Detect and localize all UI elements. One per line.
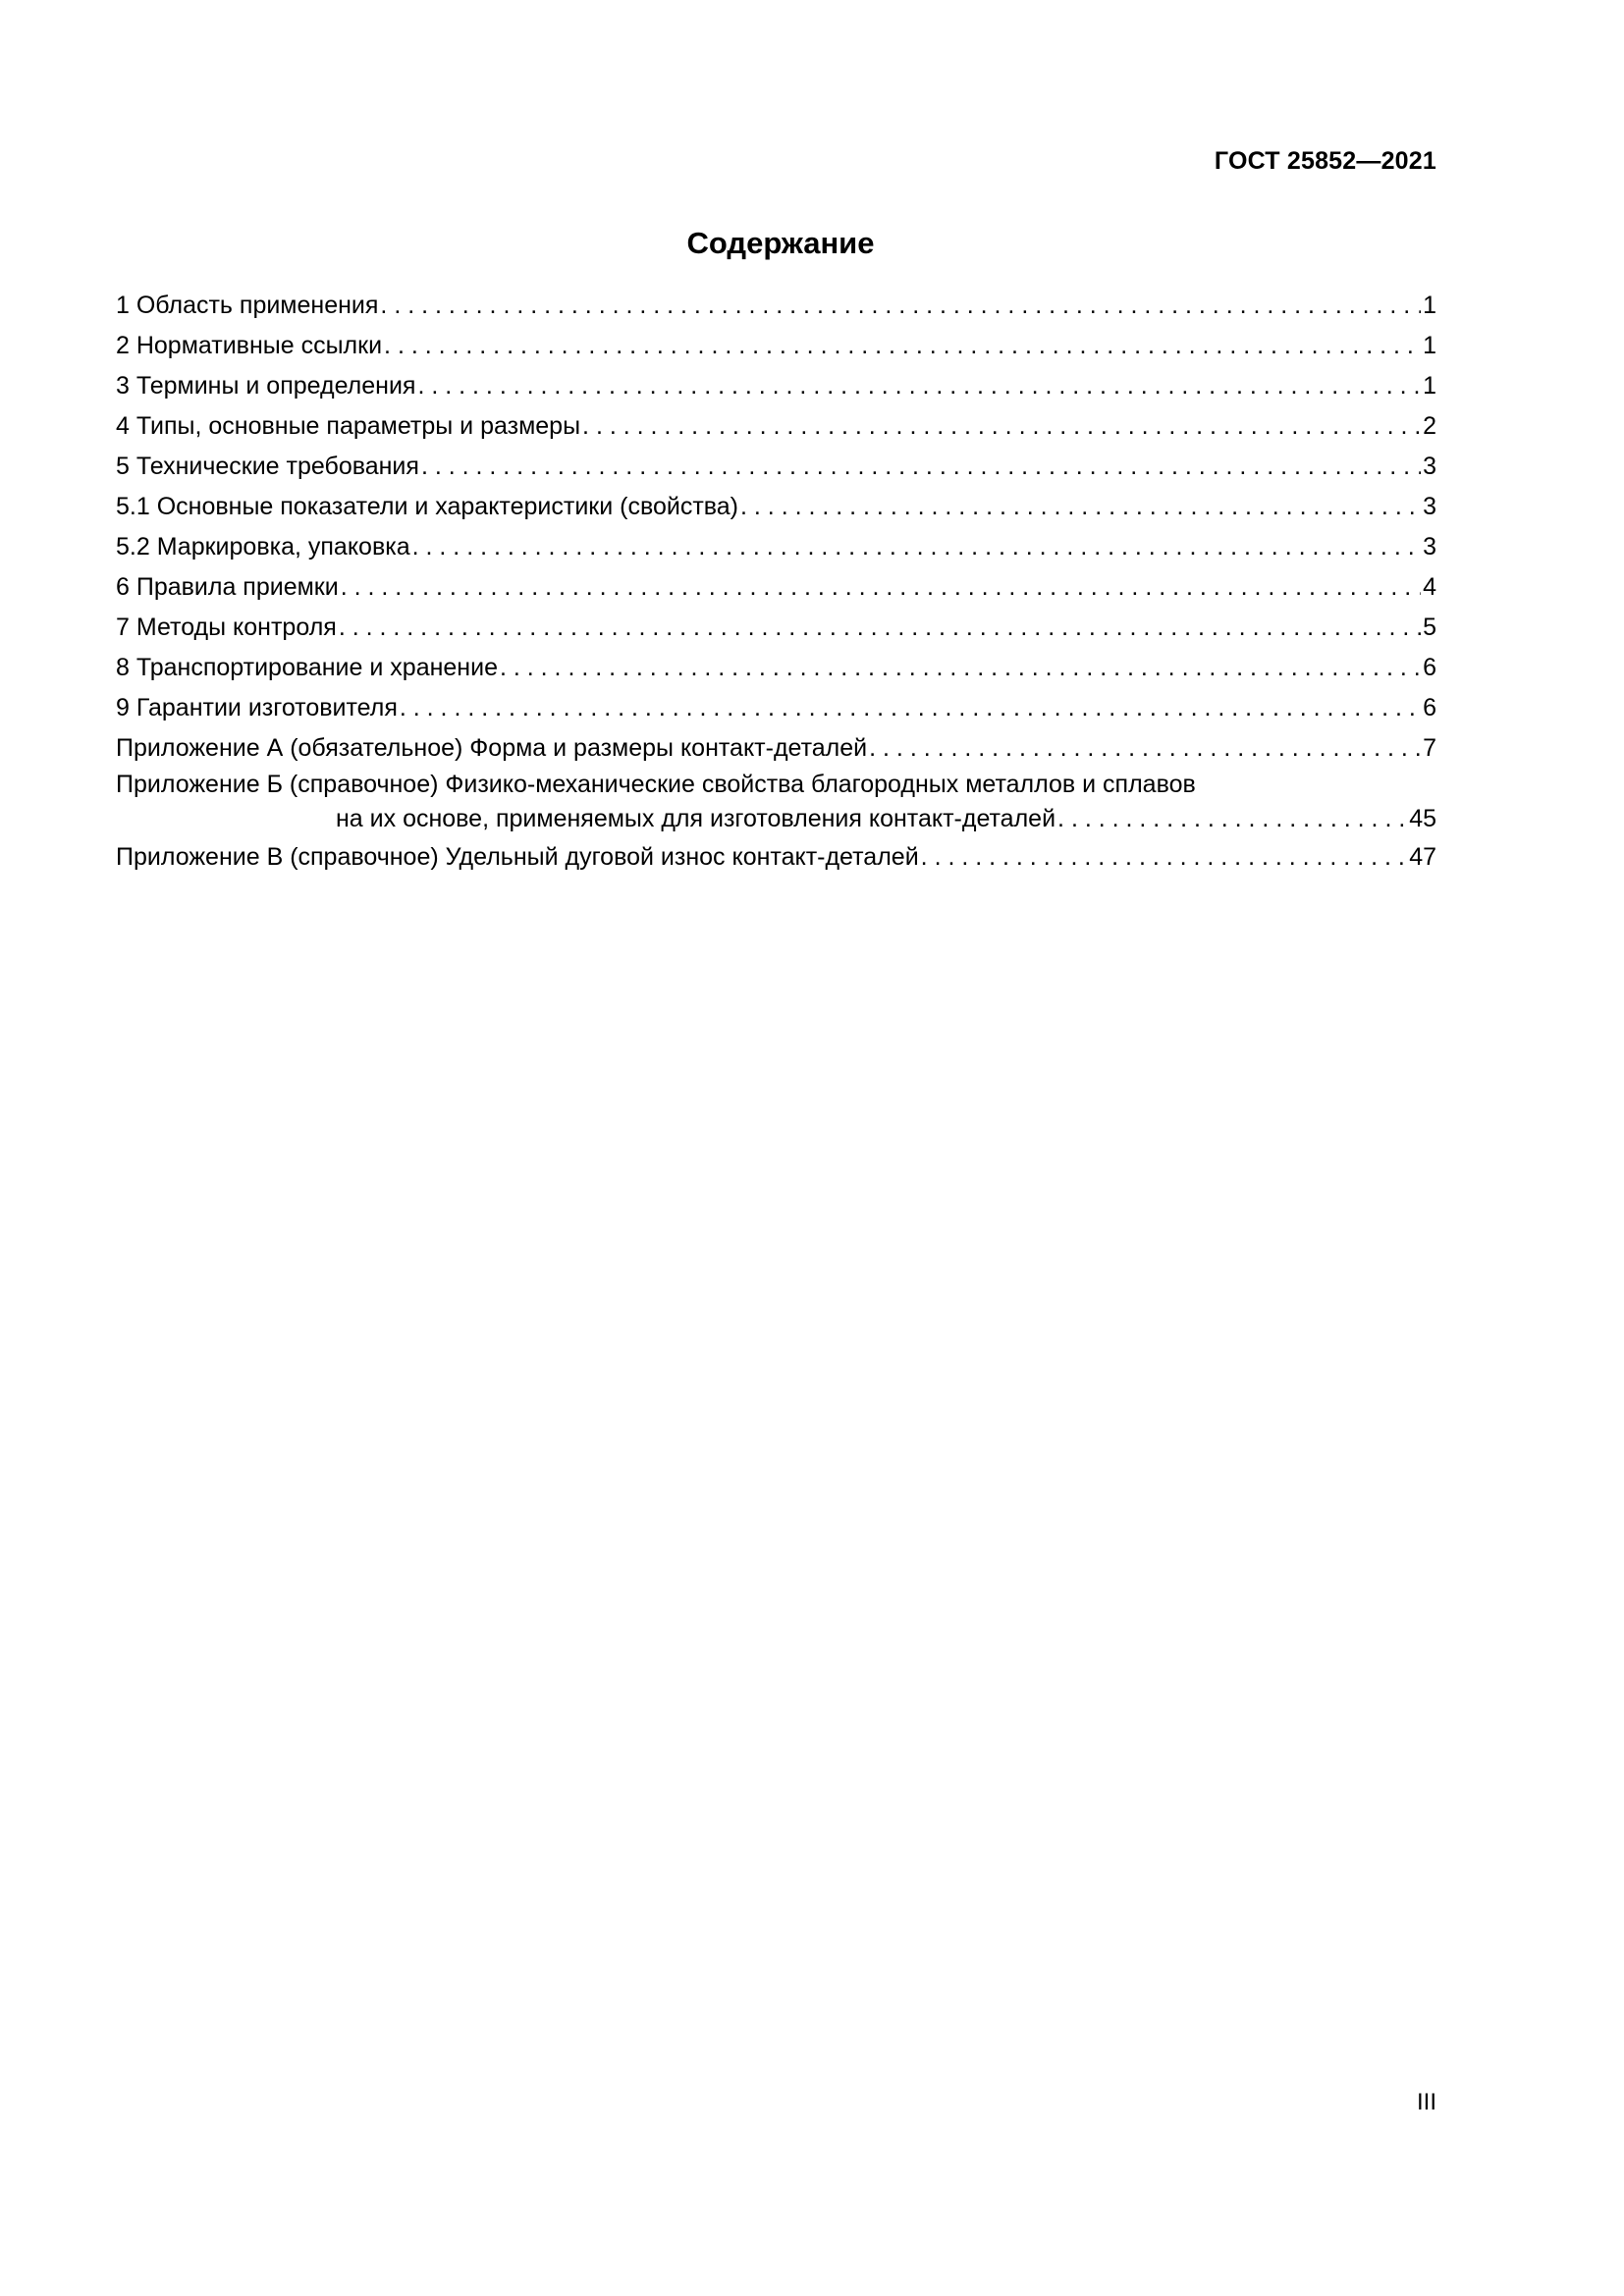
toc-entry-appendix-v[interactable] xyxy=(116,837,1436,878)
toc-entry-page: 1 xyxy=(1423,332,1436,359)
toc-title: Содержание xyxy=(686,226,875,260)
toc-dot-leader xyxy=(921,837,1408,878)
toc-entry[interactable] xyxy=(116,326,1436,366)
toc-dot-leader xyxy=(417,366,1421,406)
toc-dot-leader xyxy=(339,608,1421,648)
toc-entry-title-line2: на их основе, применяемых для изготовления контакт-деталей xyxy=(336,805,1056,832)
toc-entry-title: 1 Область применения xyxy=(116,292,379,319)
toc-entry-page: 5 xyxy=(1423,614,1436,641)
toc-entry-title: 5.2 Маркировка, упаковка xyxy=(116,533,410,561)
toc-entry-title: 8 Транспортирование и хранение xyxy=(116,654,498,681)
toc-entry-page: 3 xyxy=(1423,453,1436,480)
toc-entry-page: 1 xyxy=(1423,292,1436,319)
toc-entry-appendix-b[interactable] xyxy=(116,769,1436,837)
toc-entry-page: 2 xyxy=(1423,412,1436,440)
toc-entry[interactable] xyxy=(116,487,1436,527)
toc-dot-leader xyxy=(341,567,1421,608)
toc-entry-title: 4 Типы, основные параметры и размеры xyxy=(116,412,581,440)
document-code: ГОСТ 25852—2021 xyxy=(1214,147,1436,175)
toc-entry-title: 6 Правила приемки xyxy=(116,573,339,601)
toc-dot-leader xyxy=(384,326,1421,366)
toc-entry-title: 7 Методы контроля xyxy=(116,614,337,641)
toc-entry[interactable] xyxy=(116,366,1436,406)
toc-entry-page: 7 xyxy=(1423,734,1436,762)
toc-dot-leader xyxy=(380,286,1421,326)
toc-entry[interactable] xyxy=(116,648,1436,688)
toc-entry[interactable] xyxy=(116,608,1436,648)
toc-entry-title: Приложение В (справочное) Удельный дуговой износ контакт-деталей xyxy=(116,843,919,871)
toc-entry[interactable] xyxy=(116,728,1436,769)
toc-entry-page: 47 xyxy=(1409,843,1436,871)
toc-dot-leader xyxy=(869,728,1421,769)
toc-dot-leader xyxy=(400,688,1421,728)
toc-entry-title: 5 Технические требования xyxy=(116,453,419,480)
toc-entry[interactable] xyxy=(116,527,1436,567)
toc-dot-leader xyxy=(421,447,1421,487)
toc-entry-page: 45 xyxy=(1409,805,1436,832)
toc-entry-page: 6 xyxy=(1423,654,1436,681)
toc-entry-page: 1 xyxy=(1423,372,1436,400)
toc-entry-title: 5.1 Основные показатели и характеристики (свойства) xyxy=(116,493,739,520)
toc-dot-leader xyxy=(740,487,1421,527)
toc-entry[interactable] xyxy=(116,447,1436,487)
toc-entry-title: 3 Термины и определения xyxy=(116,372,416,400)
toc-entry[interactable] xyxy=(116,286,1436,326)
toc-entry-title: Приложение А (обязательное) Форма и размеры контакт-деталей xyxy=(116,734,868,762)
toc-entry[interactable] xyxy=(116,688,1436,728)
toc-entry-page: 6 xyxy=(1423,694,1436,721)
toc-entry-title: 9 Гарантии изготовителя xyxy=(116,694,398,721)
table-of-contents xyxy=(116,286,1436,878)
toc-entry[interactable] xyxy=(116,567,1436,608)
toc-dot-leader xyxy=(412,527,1421,567)
page-number: III xyxy=(1416,2089,1436,2115)
toc-dot-leader xyxy=(500,648,1421,688)
toc-entry-page: 3 xyxy=(1423,533,1436,561)
toc-entry[interactable] xyxy=(116,406,1436,447)
toc-entry-title: 2 Нормативные ссылки xyxy=(116,332,383,359)
toc-entry-page: 3 xyxy=(1423,493,1436,520)
toc-dot-leader xyxy=(582,406,1421,447)
toc-dot-leader xyxy=(1057,801,1407,837)
toc-entry-page: 4 xyxy=(1423,573,1436,601)
toc-entry-title-line1: Приложение Б (справочное) Физико-механические свойства благородных металлов и сплавов xyxy=(116,771,1196,798)
